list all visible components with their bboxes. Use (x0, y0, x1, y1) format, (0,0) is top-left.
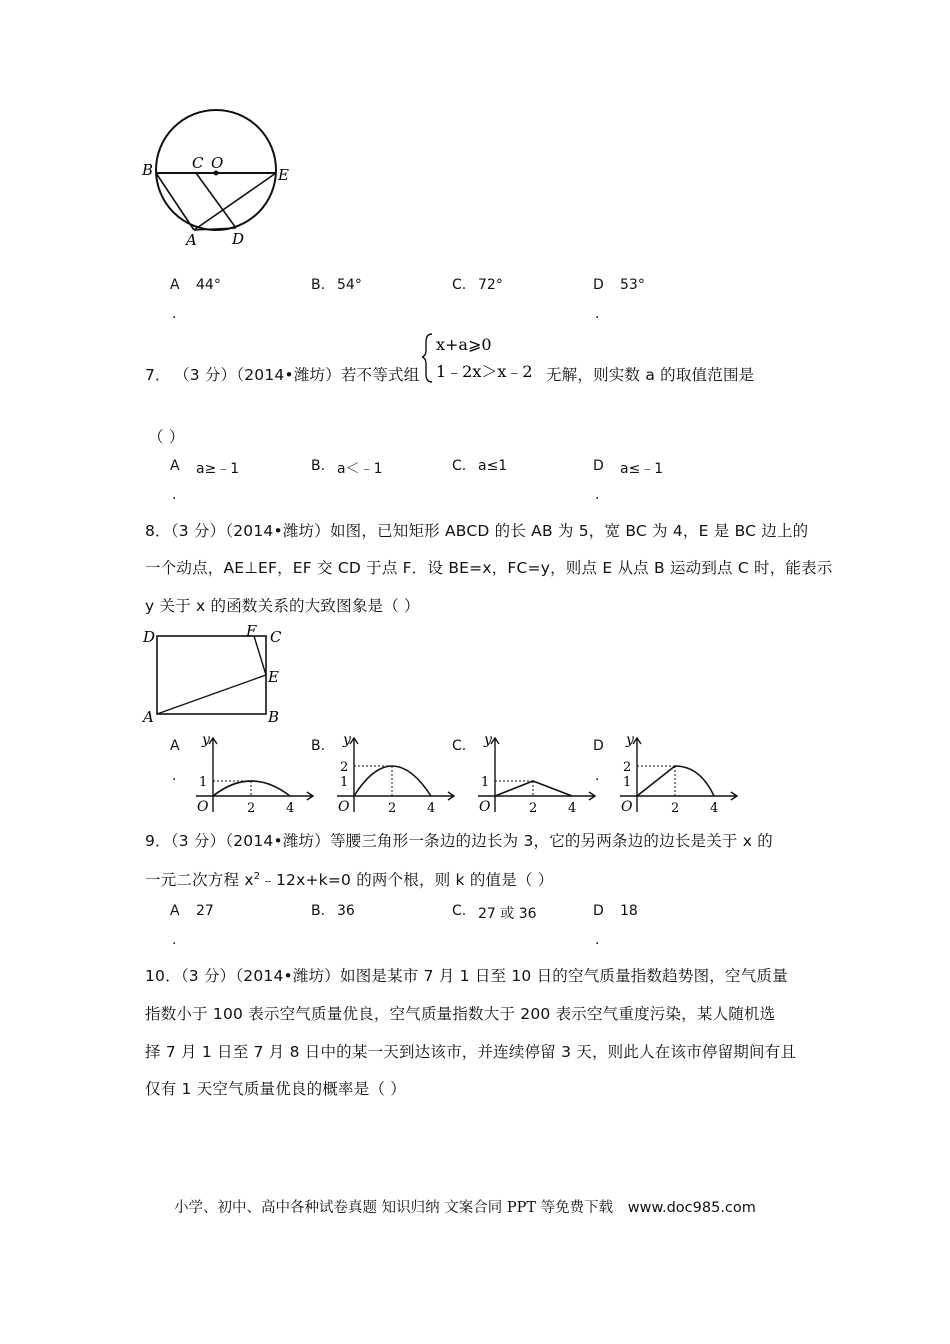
q8-line-1: 8．（3 分）（2014•潍坊）如图，已知矩形 ABCD 的长 AB 为 5，宽 BC 为 4，E 是 BC 边上的 (145, 522, 809, 540)
q10-line-3: 择 7 月 1 日至 7 月 8 日中的某一天到达该市，并连续停留 3 天，则此人在该市停留期间有且 (145, 1043, 797, 1061)
footer-url[interactable]: www.doc985.com (627, 1200, 756, 1216)
option-letter: B. (311, 277, 326, 293)
label-c: C (192, 154, 204, 172)
q10-line-2: 指数小于 100 表示空气质量优良，空气质量指数大于 200 表示空气重度污染，某人随机选 (145, 1005, 776, 1023)
option-dot: . (172, 487, 177, 503)
tick-label: 1 (340, 775, 349, 790)
label-b: B (142, 161, 154, 179)
option-value: 27 (196, 903, 214, 919)
label-o: O (211, 154, 224, 172)
option-dot: . (595, 932, 600, 948)
q7-suffix: 无解，则实数 a 的取值范围是 (546, 366, 755, 384)
exponent: 2 (253, 870, 261, 882)
option-value: 44° (196, 277, 221, 293)
axis-y-label: y (626, 732, 634, 748)
tick-label: 2 (340, 760, 349, 775)
q9-line-2 (145, 868, 553, 890)
label-e: E (278, 166, 289, 184)
tick-label: 2 (623, 760, 632, 775)
label-f: F (246, 622, 257, 640)
option-value: 54° (337, 277, 362, 293)
option-letter: C. (452, 903, 467, 919)
option-letter: D (593, 738, 604, 754)
origin-label: O (479, 799, 491, 815)
label-e: E (268, 668, 279, 686)
option-value: 27 或 36 (478, 906, 537, 922)
option-value: 53° (620, 277, 645, 293)
q8-line-3: y 关于 x 的函数关系的大致图象是（ ） (145, 597, 420, 615)
option-letter: B. (311, 458, 326, 474)
q9-line-1: 9．（3 分）（2014•潍坊）等腰三角形一条边的边长为 3，它的另两条边的边长是关于 x 的 (145, 832, 773, 850)
option-letter: D (593, 458, 604, 474)
origin-label: O (197, 799, 209, 815)
page-footer (174, 1196, 756, 1217)
tick-label: 2 (529, 801, 538, 816)
graph-option-a (192, 732, 318, 816)
option-letter: C. (452, 458, 467, 474)
axis-y-label: y (202, 732, 210, 748)
q10-line-4: 仅有 1 天空气质量优良的概率是（ ） (145, 1080, 406, 1098)
option-letter: B. (311, 903, 326, 919)
option-value: 36 (337, 903, 355, 919)
q8-line-2: 一个动点，AE⊥EF，EF 交 CD 于点 F．设 BE=x，FC=y，则点 E 从点 B 运动到点 C 时，能表示 (145, 559, 833, 577)
option-letter: A (170, 738, 180, 754)
label-d: D (143, 628, 156, 646)
option-value: a≥﹣1 (196, 461, 240, 477)
q9-line-2-b: ﹣12x+k=0 的两个根，则 k 的值是（ ） (260, 871, 554, 889)
origin-label: O (621, 799, 633, 815)
tick-label: 1 (199, 775, 208, 790)
tick-label: 4 (710, 801, 719, 816)
ineq-line-2: 1﹣2x＞x﹣2 (436, 362, 533, 381)
option-value: a＜﹣1 (337, 461, 383, 477)
option-dot: . (595, 768, 600, 784)
option-letter: D (593, 903, 604, 919)
q10-line-1: 10．（3 分）（2014•潍坊）如图是某市 7 月 1 日至 10 日的空气质量指数趋势图，空气质量 (145, 967, 788, 985)
q7-number: 7． (145, 366, 171, 384)
tick-label: 1 (623, 775, 632, 790)
label-c: C (270, 628, 282, 646)
circle-figure (140, 108, 300, 248)
tick-label: 4 (568, 801, 577, 816)
option-dot: . (595, 306, 600, 322)
option-letter: C. (452, 738, 467, 754)
option-letter: C. (452, 277, 467, 293)
option-value: a≤1 (478, 458, 508, 474)
option-letter: A (170, 277, 180, 293)
option-dot: . (172, 306, 177, 322)
graph-option-b (333, 732, 459, 816)
q9-line-2-a: 一元二次方程 x (145, 871, 254, 889)
option-dot: . (595, 487, 600, 503)
option-letter: D (593, 277, 604, 293)
rectangle-figure (140, 622, 290, 726)
q7-paren: （ ） (148, 428, 185, 446)
label-a: A (186, 231, 197, 248)
inequality-system (422, 330, 546, 386)
tick-label: 4 (427, 801, 436, 816)
option-value: 18 (620, 903, 638, 919)
option-dot: . (172, 768, 177, 784)
axis-y-label: y (343, 732, 351, 748)
option-letter: A (170, 903, 180, 919)
q7-prefix: （3 分）（2014•潍坊）若不等式组 (174, 366, 420, 384)
tick-label: 2 (671, 801, 680, 816)
option-dot: . (172, 932, 177, 948)
option-letter: A (170, 458, 180, 474)
footer-text: 小学、初中、高中各种试卷真题 知识归纳 文案合同 PPT 等免费下载 (174, 1200, 614, 1216)
graph-option-c (474, 732, 600, 816)
label-d: D (232, 230, 245, 248)
label-a: A (143, 708, 154, 726)
origin-label: O (338, 799, 350, 815)
ineq-line-1: x+a⩾0 (436, 335, 492, 354)
option-letter: B. (311, 738, 326, 754)
tick-label: 1 (481, 775, 490, 790)
option-value: a≤﹣1 (620, 461, 664, 477)
graph-option-d (616, 732, 742, 816)
tick-label: 2 (247, 801, 256, 816)
tick-label: 4 (286, 801, 295, 816)
axis-y-label: y (484, 732, 492, 748)
tick-label: 2 (388, 801, 397, 816)
label-b: B (268, 708, 280, 726)
option-value: 72° (478, 277, 503, 293)
